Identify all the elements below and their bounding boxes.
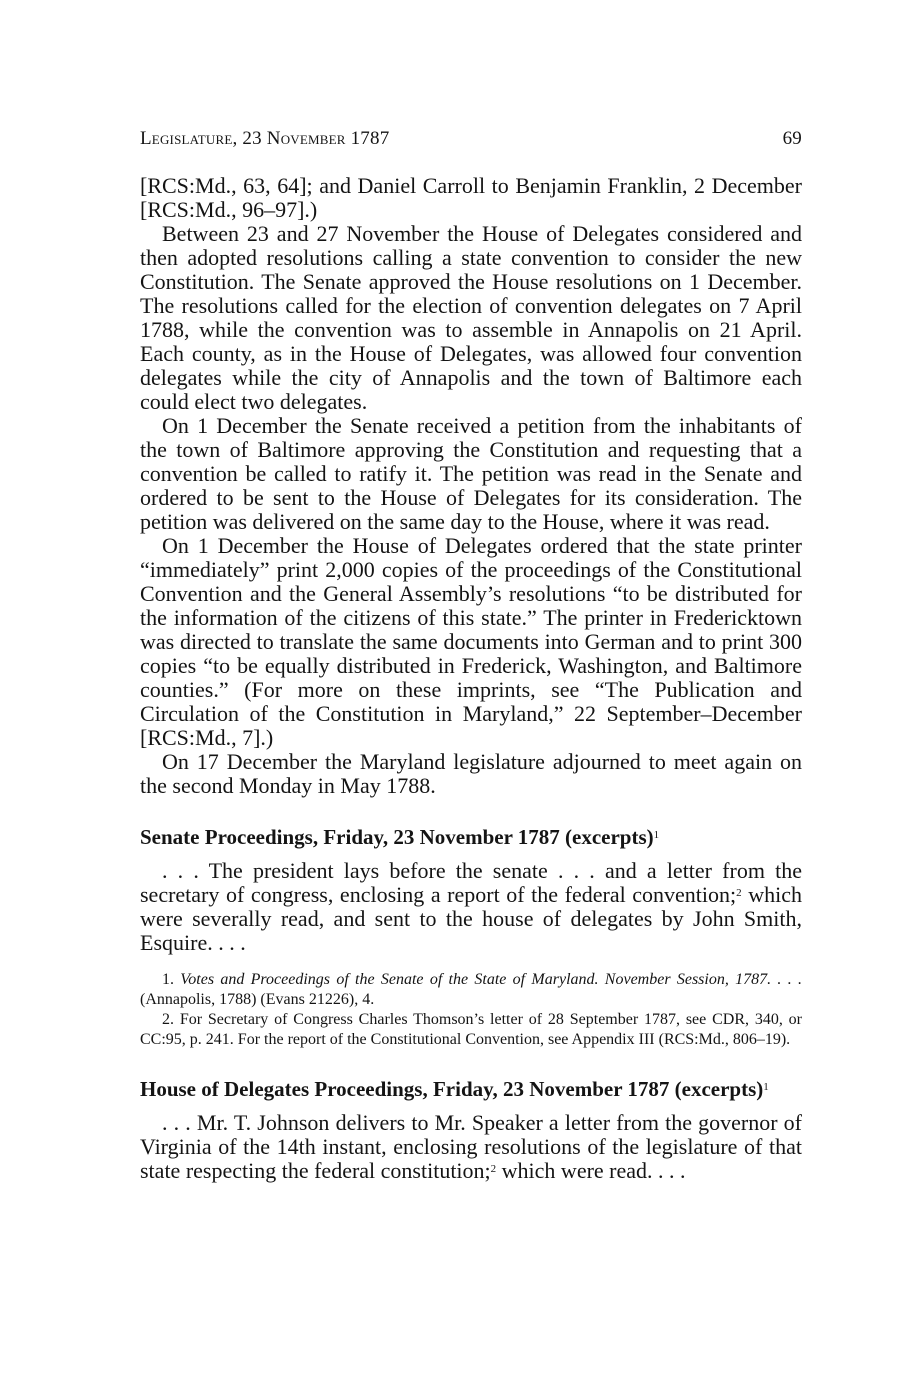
- footnote-1-number: 1.: [162, 971, 181, 988]
- paragraph-baltimore-petition: On 1 December the Senate received a petition from the inhabitants of the town of Baltimore approving the Constitution and requesting that a convention be called to ratify it. The petition was read in the Senate and ordered to be sent to the House of Delegates for its consideration. The petition was delivered on the same day to the House, where it was read.: [140, 413, 802, 534]
- senate-proceedings-heading: [140, 825, 802, 849]
- senate-heading-text: Senate Proceedings, Friday, 23 November 1787 (excerpts): [140, 825, 654, 849]
- paragraph-adjournment: On 17 December the Maryland legislature adjourned to meet again on the second Monday in May 1788.: [140, 749, 802, 798]
- senate-text-part-2: which were severally read, and sent to the house of delegates by John Smith, Esquire. . . .: [140, 882, 803, 955]
- paragraph-continued: [RCS:Md., 63, 64]; and Daniel Carroll to Benjamin Franklin, 2 December [RCS:Md., 96–97].): [140, 173, 802, 222]
- running-head: [140, 128, 802, 156]
- senate-heading-note-marker: 1: [653, 829, 660, 841]
- house-proceedings-heading: [140, 1077, 802, 1101]
- house-text-part-1: . . . Mr. T. Johnson delivers to Mr. Speaker a letter from the governor of Virginia of the 14th instant, enclosing resolutions of the legislature of that state respecting the federal constitution;: [140, 1110, 802, 1183]
- running-head-title: Legislature, 23 November 1787: [140, 128, 390, 149]
- footnote-2: 2. For Secretary of Congress Charles Thomson’s letter of 28 September 1787, see CDR, 340, or CC:95, p. 241. For the report of the Constitutional Convention, see Appendix III (RCS:Md., 806–19).: [140, 1011, 802, 1048]
- paragraph-convention-resolutions: Between 23 and 27 November the House of Delegates considered and then adopted resolutions calling a state convention to consider the new Constitution. The Senate approved the House resolutions on 1 December. The resolutions called for the election of convention delegates on 7 April 1788, while the convention was to assemble in Annapolis on 21 April. Each county, as in the House of Delegates, was allowed four convention delegates while the city of Annapolis and the town of Baltimore each could elect two delegates.: [140, 221, 802, 414]
- footnote-1: [140, 970, 802, 1010]
- senate-proceedings-text: [140, 859, 802, 955]
- house-text-part-2: which were read. . . .: [496, 1158, 686, 1183]
- house-heading-text: House of Delegates Proceedings, Friday, 23 November 1787 (excerpts): [140, 1077, 764, 1101]
- senate-note-marker: 2: [736, 887, 742, 899]
- senate-text-part-1: . . . The president lays before the senate . . . and a letter from the secretary of congress, enclosing a report of the federal convention;: [140, 858, 802, 907]
- body-text: [140, 174, 802, 1183]
- house-heading-note-marker: 1: [763, 1081, 769, 1093]
- document-page: [140, 128, 802, 1183]
- senate-footnotes: [140, 970, 802, 1050]
- house-proceedings-text: [140, 1111, 802, 1183]
- footnote-1-title: Votes and Proceedings of the Senate of the State of Maryland. November Session, 1787. . . .: [180, 971, 803, 988]
- paragraph-state-printer: On 1 December the House of Delegates ordered that the state printer “immediately” print 2,000 copies of the proceedings of the Constitutional Convention and the General Assembly’s resolutions “to be distributed for the information of the citizens of this state.” The printer in Fredericktown was directed to translate the same documents into German and to print 300 copies “to be equally distributed in Frederick, Washington, and Baltimore counties.” (For more on these imprints, see “The Publication and Circulation of the Constitution in Maryland,” 22 September–December [RCS:Md., 7].): [140, 533, 802, 750]
- page-number: 69: [782, 128, 802, 149]
- footnote-1-rest: (Annapolis, 1788) (Evans 21226), 4.: [140, 991, 375, 1008]
- house-note-marker: 2: [490, 1163, 497, 1175]
